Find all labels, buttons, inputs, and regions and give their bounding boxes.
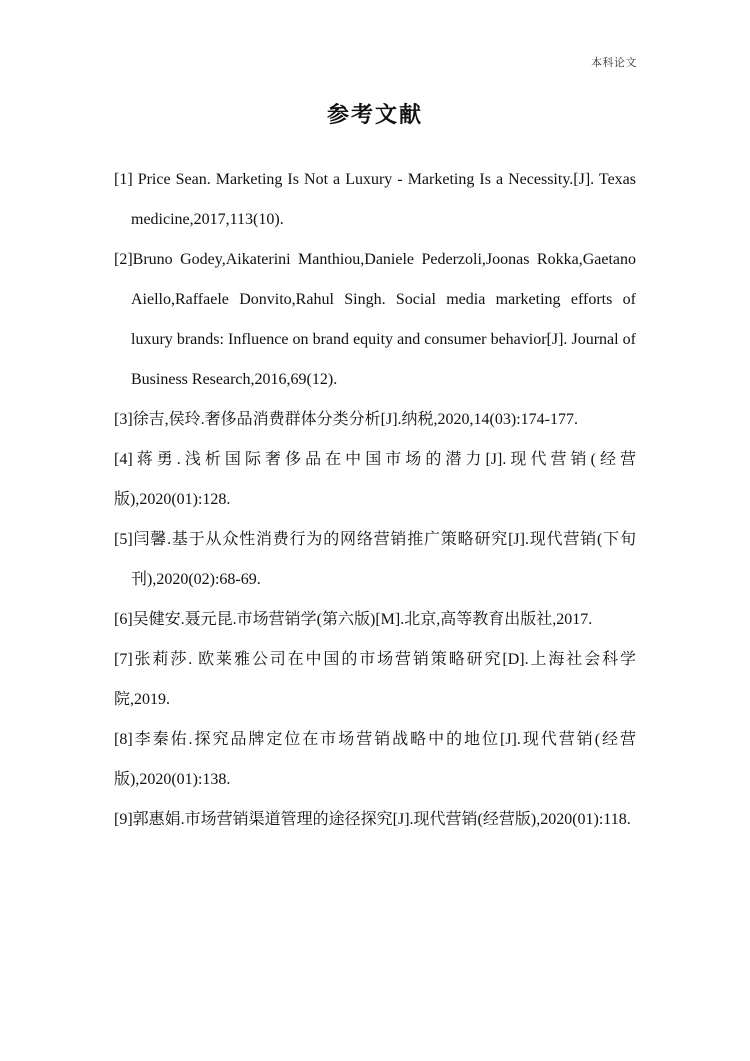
reference-item-7: [7]张莉莎. 欧莱雅公司在中国的市场营销策略研究[D].上海社会科学院,2019. xyxy=(114,651,636,708)
reference-list xyxy=(114,160,636,840)
reference-item-1: [1] Price Sean. Marketing Is Not a Luxury - Marketing Is a Necessity.[J]. Texas medicine,2017,113(10). xyxy=(114,171,636,228)
reference-item-6: [6]吴健安.聂元昆.市场营销学(第六版)[M].北京,高等教育出版社,2017. xyxy=(114,611,593,628)
reference-item-4: [4]蒋勇.浅析国际奢侈品在中国市场的潜力[J].现代营销(经营版),2020(01):128. xyxy=(114,451,636,508)
reference-item-2: [2]Bruno Godey,Aikaterini Manthiou,Daniele Pederzoli,Joonas Rokka,Gaetano Aiello,Raffaele Donvito,Rahul Singh. Social media marketing efforts of luxury brands: Influence on brand equity and consumer behavior[J]. Journal of Business Research,2016,69(12). xyxy=(114,251,636,388)
reference-item-9: [9]郭惠娟.市场营销渠道管理的途径探究[J].现代营销(经营版),2020(01):118. xyxy=(114,811,631,828)
reference-item-3: [3]徐吉,侯玲.奢侈品消费群体分类分析[J].纳税,2020,14(03):174-177. xyxy=(114,411,578,428)
reference-item-5: [5]闫馨.基于从众性消费行为的网络营销推广策略研究[J].现代营销(下旬刊),2020(02):68-69. xyxy=(114,531,636,588)
reference-item-8: [8]李秦佑.探究品牌定位在市场营销战略中的地位[J].现代营销(经营版),2020(01):138. xyxy=(114,731,636,788)
header-label: 本科论文 xyxy=(591,57,637,69)
page-title: 参考文献 xyxy=(326,102,423,127)
